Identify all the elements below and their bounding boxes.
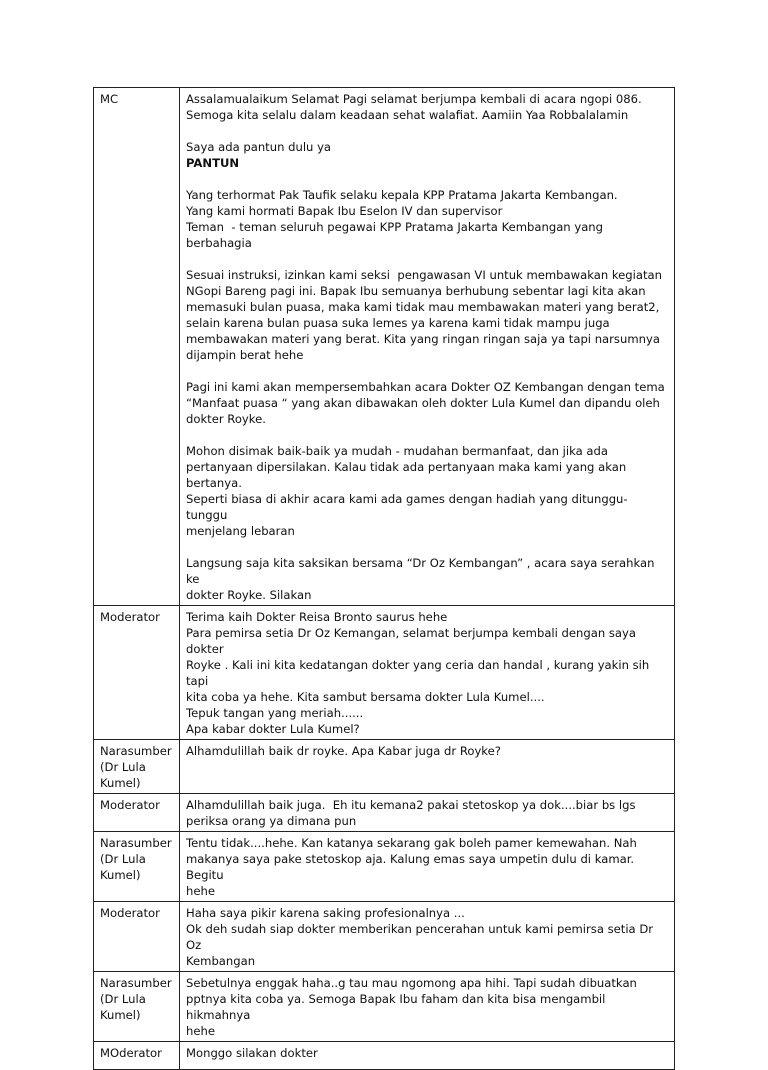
dialog-line: Royke . Kali ini kita kedatangan dokter yang ceria dan handal , kurang yakin sih tapi	[186, 658, 653, 688]
dialog-line: Kembangan	[186, 954, 256, 968]
dialog-cell	[180, 972, 675, 1042]
speaker-role: Moderator	[100, 610, 160, 624]
table-row	[94, 972, 675, 1042]
dialog-line: dokter Royke. Silakan	[186, 588, 312, 602]
dialog-line: pertanyaan dipersilakan. Kalau tidak ada pertanyaan maka kami yang akan	[186, 460, 627, 474]
dialog-line: Semoga kita selalu dalam keadaan sehat walafiat. Aamiin Yaa Robbalalamin	[186, 108, 629, 122]
dialog-line: membawakan materi yang berat. Kita yang ringan ringan saja ya tapi narsumnya	[186, 332, 660, 346]
dialog-line: “Manfaat puasa “ yang akan dibawakan oleh dokter Lula Kumel dan dipandu oleh	[186, 396, 660, 410]
dialog-line: Alhamdulillah baik juga. Eh itu kemana2 pakai stetoskop ya dok....biar bs lgs	[186, 798, 636, 812]
paragraph-gap	[186, 539, 668, 555]
dialog-line: Ok deh sudah siap dokter memberikan pencerahan untuk kami pemirsa setia Dr Oz	[186, 922, 657, 952]
dialog-line: Saya ada pantun dulu ya	[186, 140, 332, 154]
dialog-cell	[180, 88, 675, 606]
dialog-line: hehe	[186, 1024, 215, 1038]
speaker-cell	[94, 832, 180, 902]
dialog-line: kita coba ya hehe. Kita sambut bersama dokter Lula Kumel....	[186, 690, 545, 704]
dialog-line: Haha saya pikir karena saking profesionalnya ...	[186, 906, 465, 920]
paragraph-gap	[186, 171, 668, 187]
dialog-cell	[180, 1042, 675, 1070]
dialog-line: Sebetulnya enggak haha..g tau mau ngomong apa hihi. Tapi sudah dibuatkan	[186, 976, 637, 990]
dialog-line: Assalamualaikum Selamat Pagi selamat berjumpa kembali di acara ngopi 086.	[186, 92, 642, 106]
paragraph-gap	[186, 123, 668, 139]
paragraph-gap	[186, 251, 668, 267]
table-row	[94, 832, 675, 902]
dialog-cell	[180, 606, 675, 740]
speaker-cell	[94, 972, 180, 1042]
speaker-role: Narasumber (Dr Lula Kumel)	[100, 976, 176, 1022]
speaker-role: Moderator	[100, 798, 160, 812]
dialog-line: dokter Royke.	[186, 412, 266, 426]
speaker-cell	[94, 794, 180, 832]
script-table	[93, 87, 675, 1070]
speaker-role: Moderator	[100, 906, 160, 920]
dialog-line: bertanya.	[186, 476, 242, 490]
dialog-line: Yang terhormat Pak Taufik selaku kepala KPP Pratama Jakarta Kembangan.	[186, 188, 618, 202]
dialog-line: Tepuk tangan yang meriah......	[186, 706, 364, 720]
dialog-line: memasuki bulan puasa, maka kami tidak mau membawakan materi yang berat2,	[186, 300, 660, 314]
dialog-line: Monggo silakan dokter	[186, 1046, 318, 1060]
dialog-line: selain karena bulan puasa suka lemes ya karena kami tidak mampu juga	[186, 316, 610, 330]
dialog-line: Yang kami hormati Bapak Ibu Eselon IV dan supervisor	[186, 204, 503, 218]
dialog-line: Alhamdulillah baik dr royke. Apa Kabar juga dr Royke?	[186, 744, 501, 758]
speaker-cell	[94, 902, 180, 972]
paragraph-gap	[186, 427, 668, 443]
speaker-cell	[94, 606, 180, 740]
speaker-role: Narasumber (Dr Lula Kumel)	[100, 744, 176, 790]
speaker-cell	[94, 1042, 180, 1070]
dialog-line: NGopi Bareng pagi ini. Bapak Ibu semuanya berhubung sebentar lagi kita akan	[186, 284, 646, 298]
table-row	[94, 606, 675, 740]
dialog-line: Apa kabar dokter Lula Kumel?	[186, 722, 360, 736]
dialog-line: Terima kaih Dokter Reisa Bronto saurus hehe	[186, 610, 448, 624]
dialog-line: Para pemirsa setia Dr Oz Kemangan, selamat berjumpa kembali dengan saya dokter	[186, 626, 640, 656]
table-row	[94, 794, 675, 832]
speaker-cell	[94, 88, 180, 606]
dialog-cell	[180, 740, 675, 794]
dialog-line: periksa orang ya dimana pun	[186, 814, 357, 828]
dialog-line: makanya saya pake stetoskop aja. Kalung emas saya umpetin dulu di kamar. Begitu	[186, 852, 638, 882]
dialog-cell	[180, 902, 675, 972]
speaker-cell	[94, 740, 180, 794]
speaker-role: Narasumber (Dr Lula Kumel)	[100, 836, 176, 882]
table-row	[94, 1042, 675, 1070]
dialog-line: Tentu tidak....hehe. Kan katanya sekarang gak boleh pamer kemewahan. Nah	[186, 836, 637, 850]
dialog-line: Seperti biasa di akhir acara kami ada games dengan hadiah yang ditunggu-tunggu	[186, 492, 628, 522]
dialog-cell	[180, 832, 675, 902]
table-row	[94, 740, 675, 794]
dialog-line: Teman - teman seluruh pegawai KPP Pratama Jakarta Kembangan yang berbahagia	[186, 220, 607, 250]
speaker-role: MOderator	[100, 1046, 162, 1060]
dialog-cell	[180, 794, 675, 832]
dialog-line-heading: PANTUN	[186, 156, 240, 170]
paragraph-gap	[186, 363, 668, 379]
dialog-line: Sesuai instruksi, izinkan kami seksi pengawasan VI untuk membawakan kegiatan	[186, 268, 662, 282]
dialog-line: Langsung saja kita saksikan bersama “Dr Oz Kembangan” , acara saya serahkan ke	[186, 556, 662, 586]
speaker-role: MC	[100, 92, 119, 106]
table-row	[94, 902, 675, 972]
dialog-line: dijampin berat hehe	[186, 348, 304, 362]
dialog-line: hehe	[186, 884, 215, 898]
dialog-line: menjelang lebaran	[186, 524, 295, 538]
dialog-line: pptnya kita coba ya. Semoga Bapak Ibu faham dan kita bisa mengambil hikmahnya	[186, 992, 610, 1022]
dialog-line: Pagi ini kami akan mempersembahkan acara Dokter OZ Kembangan dengan tema	[186, 380, 665, 394]
table-row	[94, 88, 675, 606]
dialog-line: Mohon disimak baik-baik ya mudah - mudahan bermanfaat, dan jika ada	[186, 444, 608, 458]
